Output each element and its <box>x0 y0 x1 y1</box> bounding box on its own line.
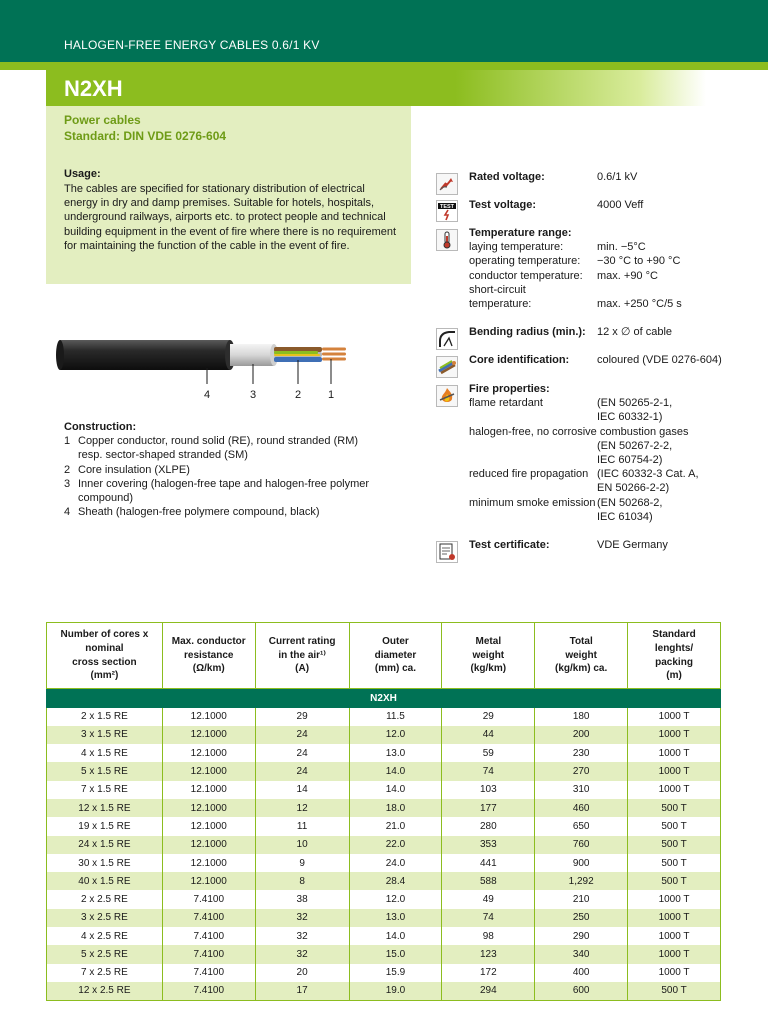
test-certificate-value: VDE Germany <box>597 539 668 551</box>
table-cell: 74 <box>442 762 535 780</box>
table-cell: 32 <box>255 927 349 945</box>
table-cell: 12.1000 <box>162 781 255 799</box>
table-cell: 28.4 <box>349 872 442 890</box>
construction-item-text: Sheath (halogen-free polymere compound, black) <box>78 506 320 519</box>
construction-item-number: 2 <box>64 463 71 476</box>
table-cell: 1000 T <box>628 964 721 982</box>
construction-item-number: 4 <box>64 506 71 519</box>
table-cell: 1000 T <box>628 781 721 799</box>
table-cell: 9 <box>255 854 349 872</box>
table-cell: 12 x 2.5 RE <box>47 982 163 1000</box>
fire-row-value: IEC 60332-1) <box>597 411 663 424</box>
table-row <box>47 817 721 835</box>
copper-conductor-shape <box>322 353 346 356</box>
fire-row-value: (EN 50268-2, <box>597 496 663 509</box>
table-cell: 250 <box>535 909 628 927</box>
table-cell: 12.1000 <box>162 762 255 780</box>
table-cell: 172 <box>442 964 535 982</box>
table-cell: 588 <box>442 872 535 890</box>
table-cell: 4 x 2.5 RE <box>47 927 163 945</box>
callout-1: 1 <box>328 389 335 401</box>
temperature-row-key: short-circuit <box>469 283 526 296</box>
table-cell: 5 x 2.5 RE <box>47 945 163 963</box>
core-insulation-yellow-shape <box>274 354 320 356</box>
table-cell: 15.0 <box>349 945 442 963</box>
table-cell: 7.4100 <box>162 945 255 963</box>
rated-voltage-icon <box>436 173 458 195</box>
rated-voltage-value: 0.6/1 kV <box>597 171 638 183</box>
table-cell: 180 <box>535 708 628 726</box>
table-cell: 12.1000 <box>162 799 255 817</box>
table-cell: 760 <box>535 836 628 854</box>
intro-subtitle: Power cables <box>64 113 141 127</box>
table-row <box>47 781 721 799</box>
table-cell: 353 <box>442 836 535 854</box>
table-cell: 14 <box>255 781 349 799</box>
temperature-row-value: min. −5°C <box>597 241 646 254</box>
table-cell: 500 T <box>628 817 721 835</box>
table-row <box>47 927 721 945</box>
table-cell: 290 <box>535 927 628 945</box>
usage-title: Usage: <box>64 168 101 180</box>
table-row <box>47 982 721 1000</box>
table-cell: 7 x 2.5 RE <box>47 964 163 982</box>
copper-conductor-shape <box>322 348 346 351</box>
svg-text:TEST: TEST <box>439 204 455 211</box>
group-label: N2XH <box>47 689 721 708</box>
table-cell: 1,292 <box>535 872 628 890</box>
table-cell: 12.1000 <box>162 836 255 854</box>
table-cell: 12.1000 <box>162 744 255 762</box>
table-cell: 1000 T <box>628 726 721 744</box>
table-cell: 12.1000 <box>162 854 255 872</box>
table-header-row <box>47 623 721 689</box>
table-cell: 12.1000 <box>162 872 255 890</box>
cable-illustration <box>46 330 376 405</box>
column-header: Current rating in the air¹⁾ (A) <box>255 623 349 689</box>
thermometer-icon <box>436 229 458 251</box>
usage-text: The cables are specified for stationary distribution of electrical energy in dry and damp premises. Suitable for hotels, hospitals, underground railways, airports etc. to protect people and technical building equipment in the event of fire where there is no requirement for maintaining the function of the cable in the event of fire. <box>64 183 397 252</box>
table-cell: 500 T <box>628 836 721 854</box>
construction-item-number: 3 <box>64 477 71 490</box>
table-cell: 177 <box>442 799 535 817</box>
sheath-shape <box>60 340 230 370</box>
table-cell: 8 <box>255 872 349 890</box>
construction-item <box>64 477 404 505</box>
table-cell: 30 x 1.5 RE <box>47 854 163 872</box>
table-row <box>47 872 721 890</box>
table-cell: 24 x 1.5 RE <box>47 836 163 854</box>
construction-item <box>64 463 404 477</box>
table-cell: 20 <box>255 964 349 982</box>
table-cell: 500 T <box>628 799 721 817</box>
temperature-label: Temperature range: <box>469 227 572 239</box>
table-cell: 15.9 <box>349 964 442 982</box>
table-cell: 24.0 <box>349 854 442 872</box>
table-cell: 340 <box>535 945 628 963</box>
table-cell: 12.1000 <box>162 708 255 726</box>
construction-item-text: compound) <box>78 492 134 505</box>
inner-covering-shape <box>230 344 274 366</box>
construction-item-text: Core insulation (XLPE) <box>78 463 190 476</box>
table-cell: 19 x 1.5 RE <box>47 817 163 835</box>
table-cell: 1000 T <box>628 890 721 908</box>
bending-radius-value: 12 x ∅ of cable <box>597 326 673 338</box>
table-row <box>47 799 721 817</box>
fire-row-key: flame retardant <box>469 397 543 410</box>
table-cell: 280 <box>442 817 535 835</box>
copper-conductor-shape <box>322 358 346 361</box>
table-cell: 460 <box>535 799 628 817</box>
bending-radius-label: Bending radius (min.): <box>469 326 586 338</box>
table-group-row <box>47 689 721 708</box>
table-cell: 650 <box>535 817 628 835</box>
construction-item-text: Inner covering (halogen-free tape and halogen-free polymer <box>78 477 370 490</box>
table-cell: 24 <box>255 744 349 762</box>
callout-3: 3 <box>250 389 257 401</box>
certificate-icon <box>436 541 458 563</box>
table-row <box>47 964 721 982</box>
core-identification-value: coloured (VDE 0276-604) <box>597 354 722 366</box>
table-cell: 12 x 1.5 RE <box>47 799 163 817</box>
test-voltage-label: Test voltage: <box>469 199 537 211</box>
table-cell: 24 <box>255 726 349 744</box>
table-cell: 32 <box>255 945 349 963</box>
table-cell: 14.0 <box>349 927 442 945</box>
product-title-bar <box>46 70 706 106</box>
table-cell: 270 <box>535 762 628 780</box>
table-cell: 310 <box>535 781 628 799</box>
temperature-row-key: operating temperature: <box>469 255 581 268</box>
fire-row-key: minimum smoke emission <box>469 496 596 509</box>
table-row <box>47 890 721 908</box>
table-cell: 103 <box>442 781 535 799</box>
table-cell: 11.5 <box>349 708 442 726</box>
table-row <box>47 945 721 963</box>
table-cell: 12.0 <box>349 726 442 744</box>
table-cell: 500 T <box>628 854 721 872</box>
column-header: Outer diameter (mm) ca. <box>349 623 442 689</box>
table-cell: 21.0 <box>349 817 442 835</box>
table-row <box>47 909 721 927</box>
construction-item-number: 1 <box>64 435 71 448</box>
table-cell: 7.4100 <box>162 927 255 945</box>
table-cell: 24 <box>255 762 349 780</box>
construction-item-text: Copper conductor, round solid (RE), round stranded (RM) <box>78 435 359 448</box>
temperature-row-value: max. +250 °C/5 s <box>597 298 682 310</box>
table-cell: 1000 T <box>628 945 721 963</box>
table-row <box>47 836 721 854</box>
fire-icon <box>436 385 458 407</box>
table-cell: 12.1000 <box>162 726 255 744</box>
fire-row-value: (EN 50267-2-2, <box>597 439 673 452</box>
table-cell: 19.0 <box>349 982 442 1000</box>
table-cell: 1000 T <box>628 927 721 945</box>
fire-row-key: reduced fire propagation <box>469 468 589 481</box>
product-title: N2XH <box>64 76 123 101</box>
bending-radius-icon <box>436 328 458 350</box>
table-cell: 7.4100 <box>162 964 255 982</box>
table-cell: 59 <box>442 744 535 762</box>
column-header: Total weight (kg/km) ca. <box>535 623 628 689</box>
construction-item <box>64 505 404 519</box>
column-header: Standard lenghts/ packing (m) <box>628 623 721 689</box>
fire-row-value: IEC 61034) <box>597 510 653 523</box>
table-cell: 900 <box>535 854 628 872</box>
table-cell: 600 <box>535 982 628 1000</box>
table-cell: 1000 T <box>628 744 721 762</box>
construction-title: Construction: <box>64 421 137 433</box>
table-cell: 14.0 <box>349 762 442 780</box>
table-cell: 11 <box>255 817 349 835</box>
construction-section <box>64 420 404 519</box>
table-cell: 29 <box>255 708 349 726</box>
fire-row-key: halogen-free, no corrosive combustion gases <box>469 425 689 438</box>
construction-item-text: resp. sector-shaped stranded (SM) <box>78 449 248 462</box>
table-cell: 3 x 2.5 RE <box>47 909 163 927</box>
table-cell: 7.4100 <box>162 909 255 927</box>
table-cell: 29 <box>442 708 535 726</box>
table-cell: 12 <box>255 799 349 817</box>
category-header: HALOGEN-FREE ENERGY CABLES 0.6/1 KV <box>64 38 320 52</box>
table-cell: 5 x 1.5 RE <box>47 762 163 780</box>
fire-row-value: EN 50266-2-2) <box>597 482 670 495</box>
table-cell: 12.0 <box>349 890 442 908</box>
table-cell: 13.0 <box>349 744 442 762</box>
column-header: Max. conductor resistance (Ω/km) <box>162 623 255 689</box>
intro-standard: Standard: DIN VDE 0276-604 <box>64 129 227 143</box>
table-cell: 3 x 1.5 RE <box>47 726 163 744</box>
table-row <box>47 762 721 780</box>
table-row <box>47 708 721 726</box>
table-cell: 22.0 <box>349 836 442 854</box>
accent-strip <box>0 62 768 70</box>
table-row <box>47 744 721 762</box>
core-identification-label: Core identification: <box>469 354 570 366</box>
table-cell: 4 x 1.5 RE <box>47 744 163 762</box>
column-header: Number of cores x nominal cross section (mm²) <box>47 623 163 689</box>
table-cell: 17 <box>255 982 349 1000</box>
table-cell: 10 <box>255 836 349 854</box>
table-cell: 40 x 1.5 RE <box>47 872 163 890</box>
table-row <box>47 854 721 872</box>
table-cell: 12.1000 <box>162 817 255 835</box>
table-cell: 2 x 2.5 RE <box>47 890 163 908</box>
table-cell: 98 <box>442 927 535 945</box>
core-identification-icon <box>436 356 458 378</box>
table-cell: 200 <box>535 726 628 744</box>
table-cell: 38 <box>255 890 349 908</box>
top-band <box>0 0 768 62</box>
fire-properties-label: Fire properties: <box>469 383 550 395</box>
fire-row-value: (EN 50265-2-1, <box>597 397 673 410</box>
table-cell: 13.0 <box>349 909 442 927</box>
table-cell: 2 x 1.5 RE <box>47 708 163 726</box>
temperature-row-value: max. +90 °C <box>597 269 658 282</box>
test-certificate-label: Test certificate: <box>469 539 550 551</box>
fire-row-value: (IEC 60332-3 Cat. A, <box>597 468 699 481</box>
table-row <box>47 726 721 744</box>
table-cell: 7.4100 <box>162 982 255 1000</box>
table-cell: 7 x 1.5 RE <box>47 781 163 799</box>
table-cell: 441 <box>442 854 535 872</box>
temperature-row-key: temperature: <box>469 298 532 310</box>
core-insulation-green-shape <box>274 351 318 354</box>
rated-voltage-label: Rated voltage: <box>469 171 545 183</box>
table-cell: 210 <box>535 890 628 908</box>
table-cell: 123 <box>442 945 535 963</box>
table-cell: 1000 T <box>628 762 721 780</box>
fire-row-value: IEC 60754-2) <box>597 454 663 466</box>
table-cell: 500 T <box>628 872 721 890</box>
construction-item <box>64 434 404 462</box>
sheath-end-shape <box>56 340 64 370</box>
specification-table <box>46 622 721 1001</box>
temperature-row-value: −30 °C to +90 °C <box>597 255 681 268</box>
callout-4: 4 <box>204 389 211 401</box>
table-cell: 14.0 <box>349 781 442 799</box>
temperature-row-key: conductor temperature: <box>469 269 583 282</box>
table-cell: 49 <box>442 890 535 908</box>
table-cell: 294 <box>442 982 535 1000</box>
cable-figure <box>46 330 376 405</box>
intro-box <box>46 106 411 284</box>
temperature-row-key: laying temperature: <box>469 241 564 254</box>
table-cell: 1000 T <box>628 708 721 726</box>
test-voltage-value: 4000 Veff <box>597 199 644 211</box>
table-cell: 500 T <box>628 982 721 1000</box>
table-cell: 230 <box>535 744 628 762</box>
table-cell: 400 <box>535 964 628 982</box>
test-voltage-icon <box>436 200 458 222</box>
table-cell: 32 <box>255 909 349 927</box>
column-header: Metal weight (kg/km) <box>442 623 535 689</box>
table-cell: 7.4100 <box>162 890 255 908</box>
table-cell: 18.0 <box>349 799 442 817</box>
table-cell: 74 <box>442 909 535 927</box>
callout-2: 2 <box>295 389 302 401</box>
table-cell: 1000 T <box>628 909 721 927</box>
table-cell: 44 <box>442 726 535 744</box>
